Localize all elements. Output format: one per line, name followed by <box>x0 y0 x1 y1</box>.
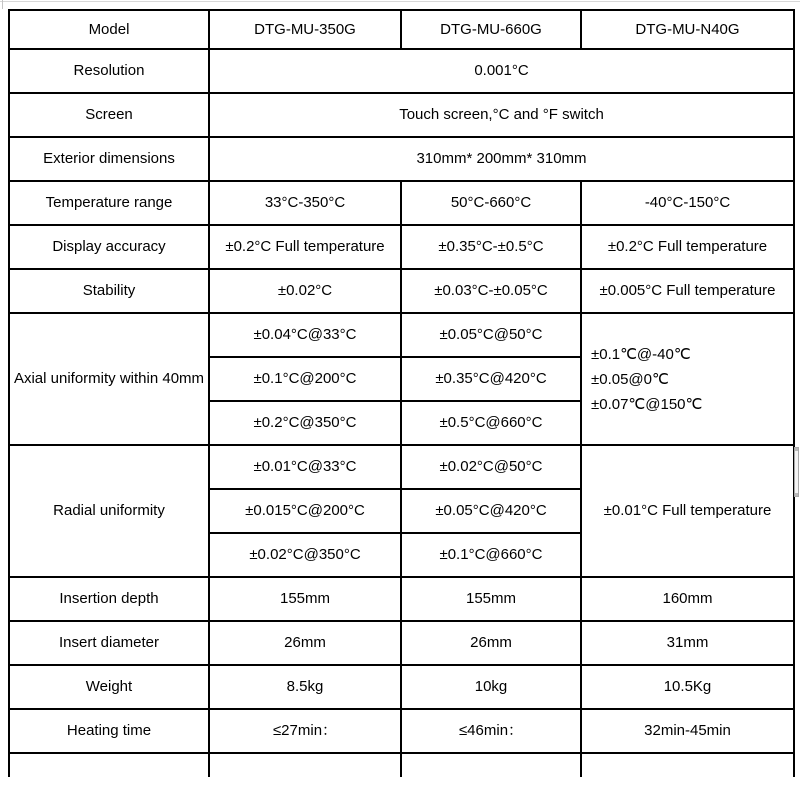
cell-temp-range-350g: 33°C-350°C <box>209 181 401 225</box>
cell-stability-n40g: ±0.005°C Full temperature <box>581 269 794 313</box>
cell-insert-diameter-350g: 26mm <box>209 621 401 665</box>
cell-weight-350g: 8.5kg <box>209 665 401 709</box>
axial-n40g-line-2: ±0.05@0℃ <box>591 370 669 388</box>
row-label-insertion-depth: Insertion depth <box>9 577 209 621</box>
row-heating-time <box>9 709 794 753</box>
cell-temp-range-n40g: -40°C-150°C <box>581 181 794 225</box>
cell-display-accuracy-660g: ±0.35°C-±0.5°C <box>401 225 581 269</box>
cell-heating-time-660g: ≤46min： <box>401 709 581 753</box>
cell-resolution: 0.001°C <box>209 49 794 93</box>
cell-insertion-depth-350g: 155mm <box>209 577 401 621</box>
cell-screen: Touch screen,°C and °F switch <box>209 93 794 137</box>
cell-display-accuracy-350g: ±0.2°C Full temperature <box>209 225 401 269</box>
row-label-stability: Stability <box>9 269 209 313</box>
cell-radial-660g-3: ±0.1°C@660°C <box>401 533 581 577</box>
cell-axial-n40g <box>581 313 794 445</box>
row-axial-uniformity-1 <box>9 313 794 357</box>
row-model <box>9 10 794 49</box>
cell-model-n40g: DTG-MU-N40G <box>581 10 794 49</box>
cell-axial-660g-2: ±0.35°C@420°C <box>401 357 581 401</box>
cell-temp-range-660g: 50°C-660°C <box>401 181 581 225</box>
cell-model-660g: DTG-MU-660G <box>401 10 581 49</box>
cell-partial <box>401 753 581 777</box>
row-label-insert-diameter: Insert diameter <box>9 621 209 665</box>
row-stability <box>9 269 794 313</box>
cell-axial-350g-1: ±0.04°C@33°C <box>209 313 401 357</box>
cell-weight-660g: 10kg <box>401 665 581 709</box>
cell-insertion-depth-660g: 155mm <box>401 577 581 621</box>
cell-weight-n40g: 10.5Kg <box>581 665 794 709</box>
cell-insert-diameter-n40g: 31mm <box>581 621 794 665</box>
spec-table <box>8 9 795 777</box>
row-partial-clipped <box>9 753 794 777</box>
cell-insertion-depth-n40g: 160mm <box>581 577 794 621</box>
row-label-radial-uniformity: Radial uniformity <box>9 445 209 577</box>
row-temperature-range <box>9 181 794 225</box>
row-resolution <box>9 49 794 93</box>
row-radial-uniformity-1 <box>9 445 794 489</box>
cell-axial-660g-3: ±0.5°C@660°C <box>401 401 581 445</box>
axial-n40g-line-3: ±0.07℃@150℃ <box>591 395 703 413</box>
row-display-accuracy <box>9 225 794 269</box>
cell-radial-350g-1: ±0.01°C@33°C <box>209 445 401 489</box>
row-weight <box>9 665 794 709</box>
row-exterior-dimensions <box>9 137 794 181</box>
cell-stability-350g: ±0.02°C <box>209 269 401 313</box>
cell-heating-time-n40g: 32min-45min <box>581 709 794 753</box>
axial-n40g-line-1: ±0.1℃@-40℃ <box>591 345 691 363</box>
cell-axial-350g-3: ±0.2°C@350°C <box>209 401 401 445</box>
cell-partial <box>581 753 794 777</box>
top-grid-line <box>0 1 800 2</box>
row-label-weight: Weight <box>9 665 209 709</box>
row-label-heating-time: Heating time <box>9 709 209 753</box>
row-insertion-depth <box>9 577 794 621</box>
cell-axial-660g-1: ±0.05°C@50°C <box>401 313 581 357</box>
cell-insert-diameter-660g: 26mm <box>401 621 581 665</box>
row-label-resolution: Resolution <box>9 49 209 93</box>
cell-stability-660g: ±0.03°C-±0.05°C <box>401 269 581 313</box>
cell-partial <box>9 753 209 777</box>
cell-display-accuracy-n40g: ±0.2°C Full temperature <box>581 225 794 269</box>
row-label-exterior-dimensions: Exterior dimensions <box>9 137 209 181</box>
row-label-temperature-range: Temperature range <box>9 181 209 225</box>
scrollbar-thumb-fragment[interactable] <box>794 447 799 497</box>
cell-radial-350g-3: ±0.02°C@350°C <box>209 533 401 577</box>
cell-radial-660g-1: ±0.02°C@50°C <box>401 445 581 489</box>
row-label-screen: Screen <box>9 93 209 137</box>
cell-radial-350g-2: ±0.015°C@200°C <box>209 489 401 533</box>
row-label-axial-uniformity: Axial uniformity within 40mm <box>9 313 209 445</box>
cell-axial-350g-2: ±0.1°C@200°C <box>209 357 401 401</box>
cell-radial-n40g: ±0.01°C Full temperature <box>581 445 794 577</box>
cell-heating-time-350g: ≤27min： <box>209 709 401 753</box>
cell-exterior-dimensions: 310mm* 200mm* 310mm <box>209 137 794 181</box>
row-label-display-accuracy: Display accuracy <box>9 225 209 269</box>
row-insert-diameter <box>9 621 794 665</box>
cell-radial-660g-2: ±0.05°C@420°C <box>401 489 581 533</box>
top-left-grid-tick <box>2 0 3 9</box>
row-screen <box>9 93 794 137</box>
cell-partial <box>209 753 401 777</box>
cell-model-350g: DTG-MU-350G <box>209 10 401 49</box>
row-label-model: Model <box>9 10 209 49</box>
